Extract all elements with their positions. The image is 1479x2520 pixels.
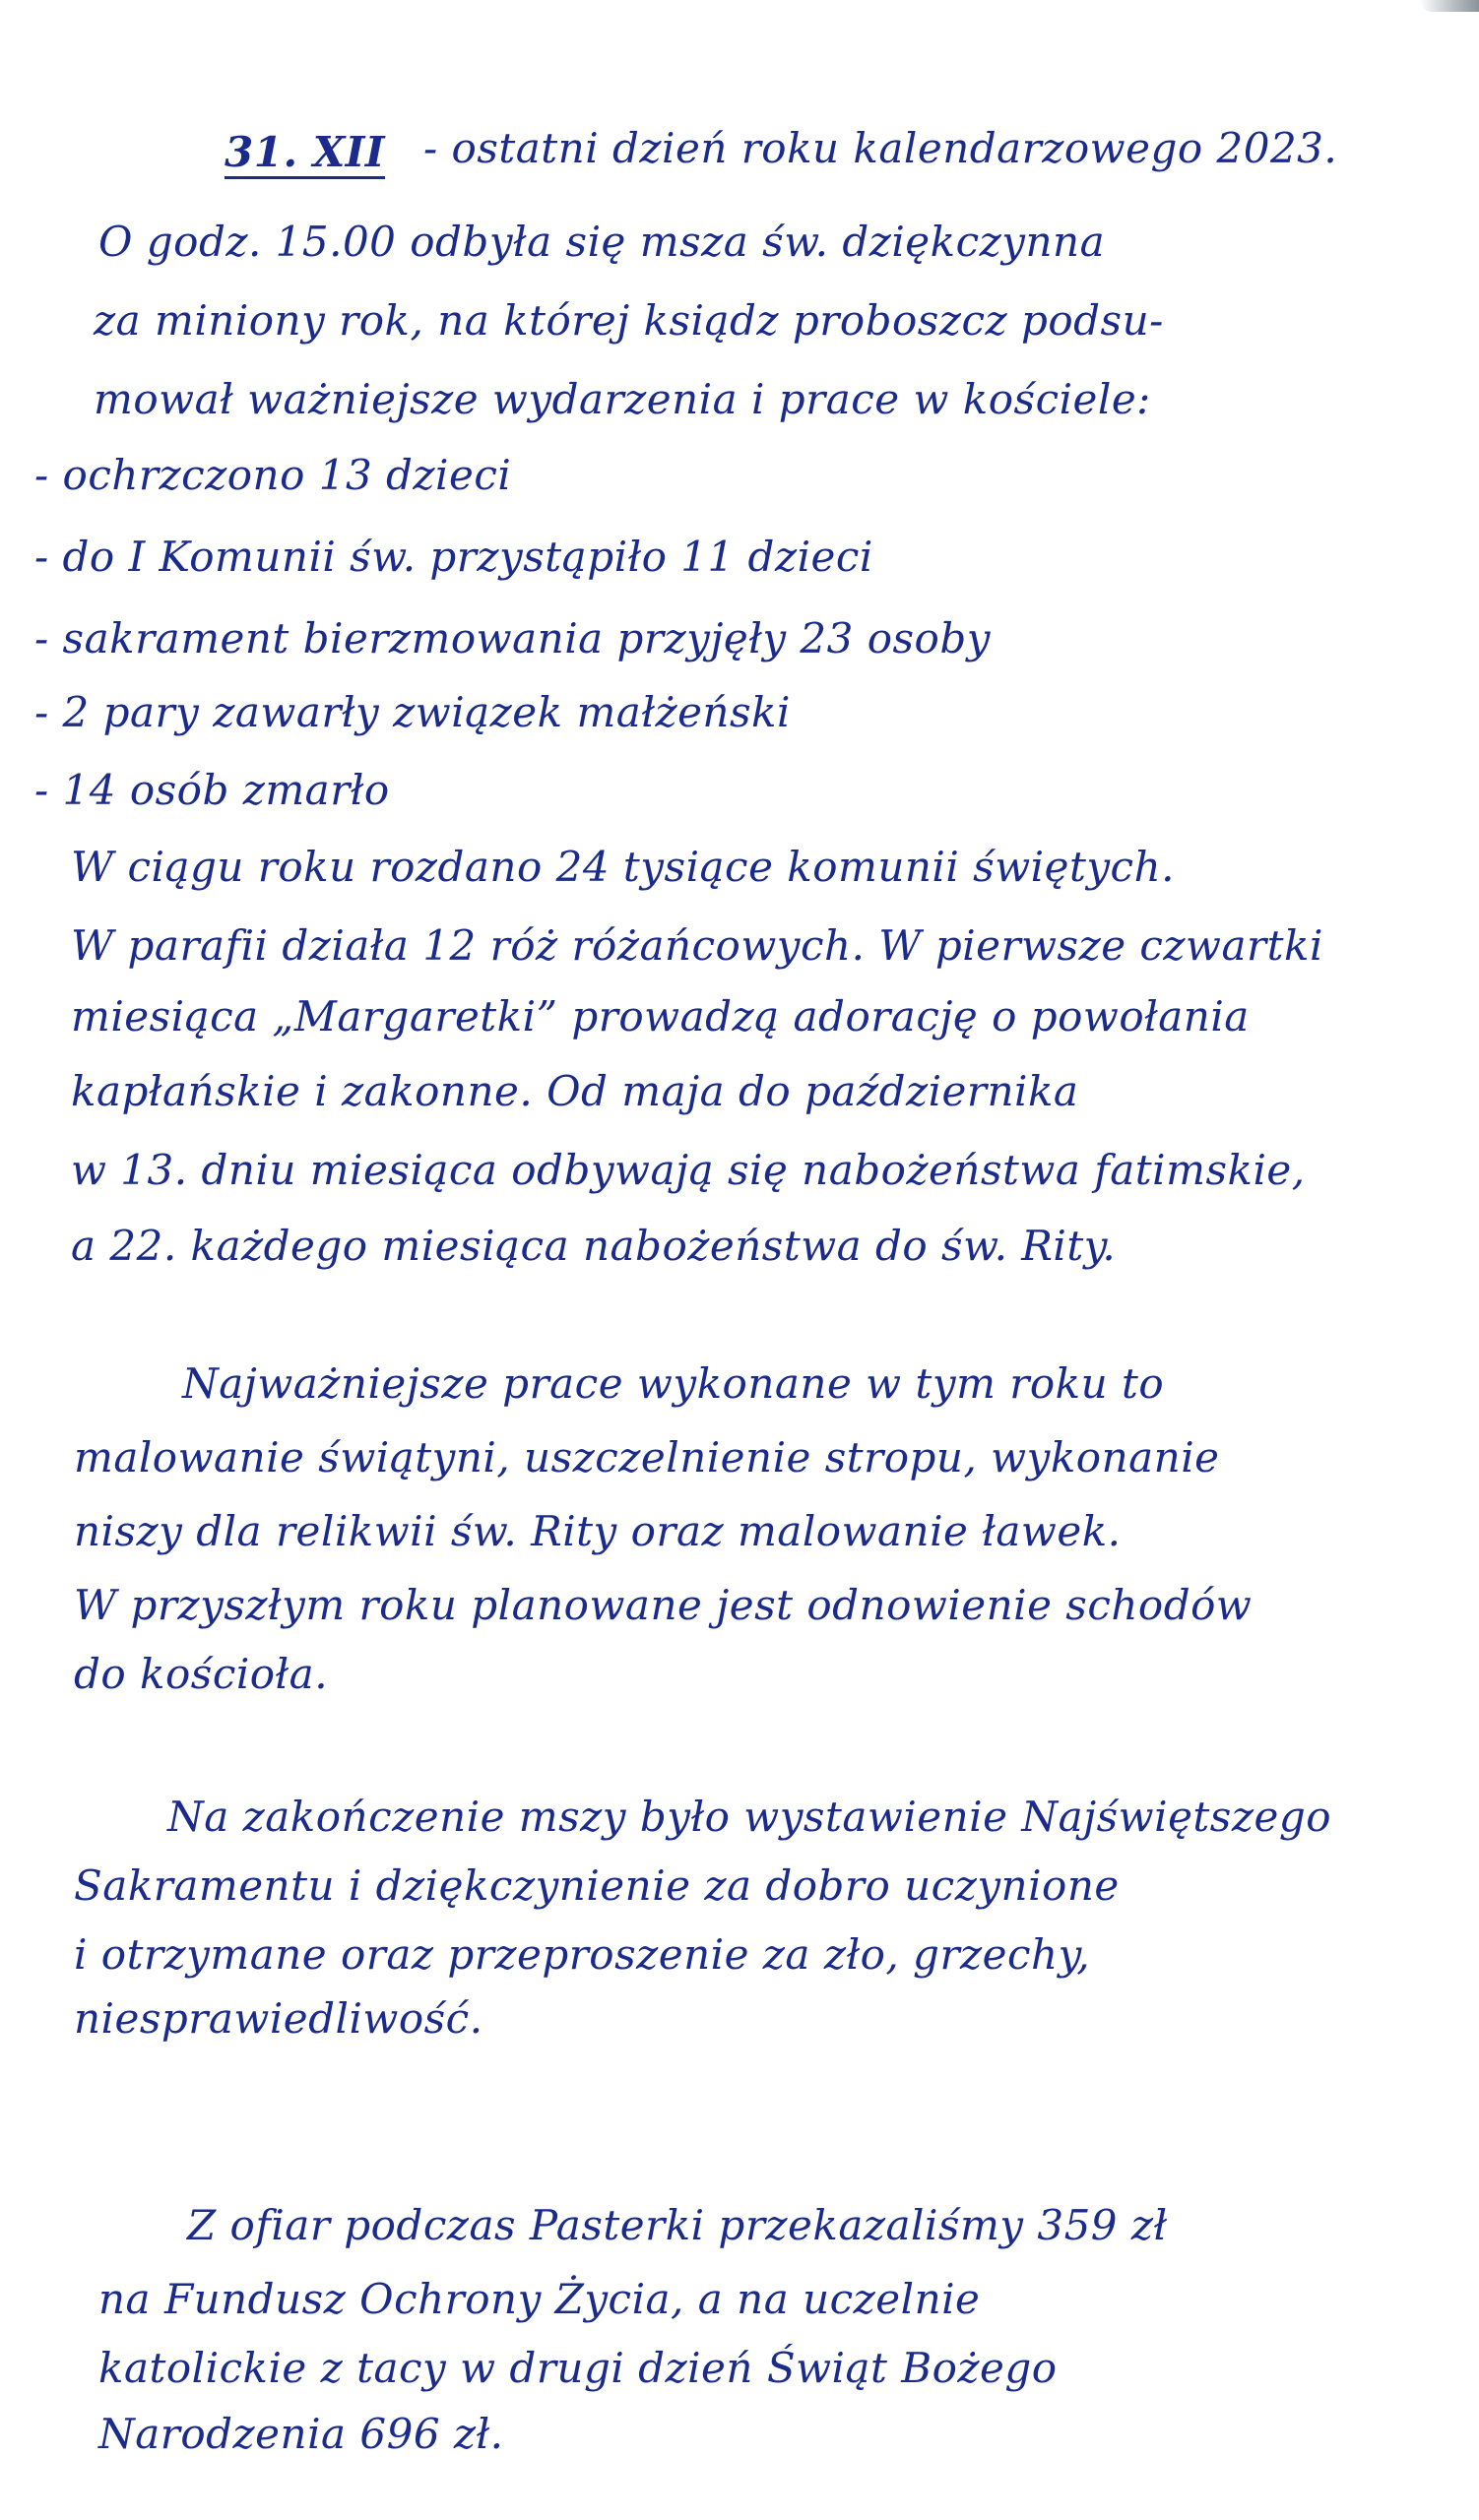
text-line: Sakramentu i dziękczynienie za dobro uczynione — [74, 1861, 1120, 1910]
text-line: na Fundusz Ochrony Życia, a na uczelnie — [98, 2275, 981, 2323]
text-line: Najważniejsze prace wykonane w tym roku to — [182, 1359, 1165, 1408]
list-item: - 2 pary zawarły związek małżeński — [34, 688, 791, 736]
text-line: za miniony rok, na której ksiądz proboszcz podsu- — [94, 296, 1164, 345]
heading-date: 31. XII — [225, 128, 386, 176]
heading-title: - ostatni dzień roku kalendarzowego 2023. — [423, 124, 1338, 172]
text-line: a 22. każdego miesiąca nabożeństwa do św. Rity. — [71, 1222, 1117, 1270]
text-line: i otrzymane oraz przeproszenie za zło, grzechy, — [74, 1930, 1091, 1979]
text-line: niszy dla relikwii św. Rity oraz malowanie ławek. — [74, 1507, 1122, 1555]
page-corner-mark — [1420, 0, 1479, 12]
text-line: Z ofiar podczas Pasterki przekazaliśmy 359 zł — [187, 2201, 1168, 2249]
list-item: - sakrament bierzmowania przyjęły 23 osoby — [34, 614, 991, 662]
text-line: W parafii działa 12 róż różańcowych. W pierwsze czwartki — [71, 921, 1323, 970]
list-item: - 14 osób zmarło — [34, 766, 390, 814]
text-line: miesiąca „Margaretki” prowadzą adorację o powołania — [71, 992, 1250, 1040]
text-line: katolickie z tacy w drugi dzień Świąt Bożego — [98, 2344, 1058, 2392]
text-line: mował ważniejsze wydarzenia i prace w kościele: — [94, 375, 1151, 423]
list-item: - ochrzczono 13 dzieci — [34, 451, 512, 499]
list-item: - do I Komunii św. przystąpiło 11 dzieci — [34, 533, 873, 581]
text-line: O godz. 15.00 odbyła się msza św. dziękczynna — [98, 218, 1106, 266]
text-line: Narodzenia 696 zł. — [98, 2410, 504, 2458]
text-line: malowanie świątyni, uszczelnienie stropu, wykonanie — [74, 1433, 1220, 1481]
text-line: do kościoła. — [74, 1650, 329, 1698]
text-line: W ciągu roku rozdano 24 tysiące komunii świętych. — [71, 843, 1175, 891]
text-line: niesprawiedliwość. — [74, 1994, 483, 2043]
text-line: W przyszłym roku planowane jest odnowienie schodów — [74, 1581, 1253, 1629]
text-line: kapłańskie i zakonne. Od maja do października — [71, 1067, 1079, 1115]
text-line: w 13. dniu miesiąca odbywają się nabożeństwa fatimskie, — [71, 1146, 1306, 1194]
text-line: Na zakończenie mszy było wystawienie Najświętszego — [167, 1793, 1332, 1841]
